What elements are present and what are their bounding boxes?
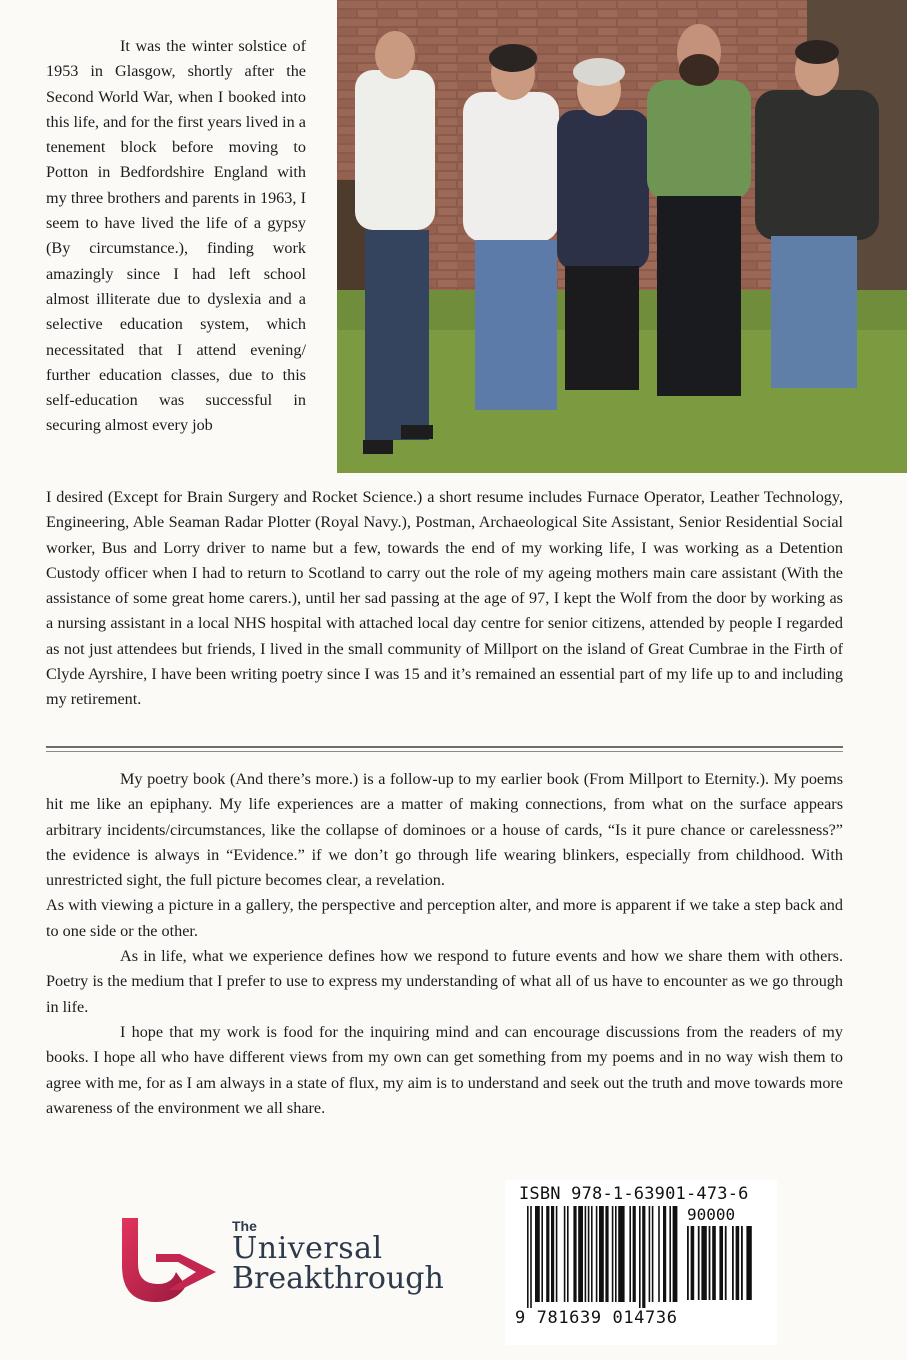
double-divider <box>46 746 843 754</box>
intro-paragraph-4: I hope that my work is food for the inquiring mind and can encourage discussions from the readers of my books. I hope all who have different views from my own can get something from my poems and in no way wish them to agree with me, for as I am always in a state of flux, my aim is to understand and seek out the truth and move towards more awareness of the environment we all share. <box>46 1022 843 1117</box>
isbn-barcode <box>505 1180 777 1345</box>
isbn-text: ISBN 978-1-63901-473-6 <box>519 1184 749 1204</box>
publisher-name-line1: Universal <box>232 1231 383 1266</box>
price-code: 90000 <box>687 1205 736 1224</box>
publisher-name-line2: Breakthrough <box>232 1261 444 1296</box>
family-photo <box>337 0 907 473</box>
intro-paragraph-2: As with viewing a picture in a gallery, the perspective and perception alter, and more is apparent if we take a step back and to one side or the other. <box>46 896 843 940</box>
biography-continued: I desired (Except for Brain Surgery and Rocket Science.) a short resume includes Furnace Operator, Leather Technology, Engineering, Able Seaman Radar Plotter (Royal Navy.), Postman, Archaeological Site Assistant, Senior Residential Social worker, Bus and Lorry driver to name but a few, towards the end of my working life, I was working as a Detention Custody officer when I had to return to Scotland to carry out the role of my ageing mothers main care assistant (With the assistance of some great home carers.), until her sad passing at the age of 97, I kept the Wolf from the door by working as a nursing assistant in a local NHS hospital with attached local day centre for senior citizens, attended by people I regarded as not just attendees but friends, I lived in the small community of Millport on the island of Great Cumbrae in the Firth of Clyde Ayrshire, I have been writing poetry since I was 15 and it’s remained an essential part of my life up to and including my retirement. <box>46 488 843 709</box>
ean-bars <box>527 1206 679 1308</box>
intro-paragraph-1: My poetry book (And there’s more.) is a follow-up to my earlier book (From Millport to Eternity.). My poems hit me like an epiphany. My life experiences are a matter of making connections, from what on the surface appears arbitrary incidents/circumstances, like the collapse of dominoes or a house of cards, “Is it pure chance or carelessness?” the evidence is always in “Evidence.” if we don’t go through life wearing blinkers, especially from childhood. With unrestricted sight, the full picture becomes clear, a revelation. <box>46 770 843 890</box>
intro-paragraph-3: As in life, what we experience defines how we respond to future events and how we share them with others. Poetry is the medium that I prefer to use to express my understanding of what all of us have to encounter as we go through in life. <box>46 947 843 1016</box>
addon-bars <box>687 1226 767 1300</box>
book-intro <box>46 767 843 1121</box>
ean-digits: 9 781639 014736 <box>515 1308 678 1328</box>
publisher-name-small: The <box>232 1218 257 1234</box>
biography-top-column: It was the winter solstice of 1953 in Glasgow, shortly after the Second World War, when I booked into this life, and for the first years lived in a tenement block before moving to Potton in Bedfordshire England with my three brothers and parents in 1963, I seem to have lived the life of a gypsy (By circumstance.), finding work amazingly since I had left school almost illiterate due to dyslexia and a selective education system, which necessitated that I attend evening/ further education classes, due to this self-education was successful in securing almost every job <box>46 37 306 435</box>
universal-breakthrough-logo-icon <box>116 1214 220 1306</box>
publisher-logo <box>116 1214 476 1306</box>
